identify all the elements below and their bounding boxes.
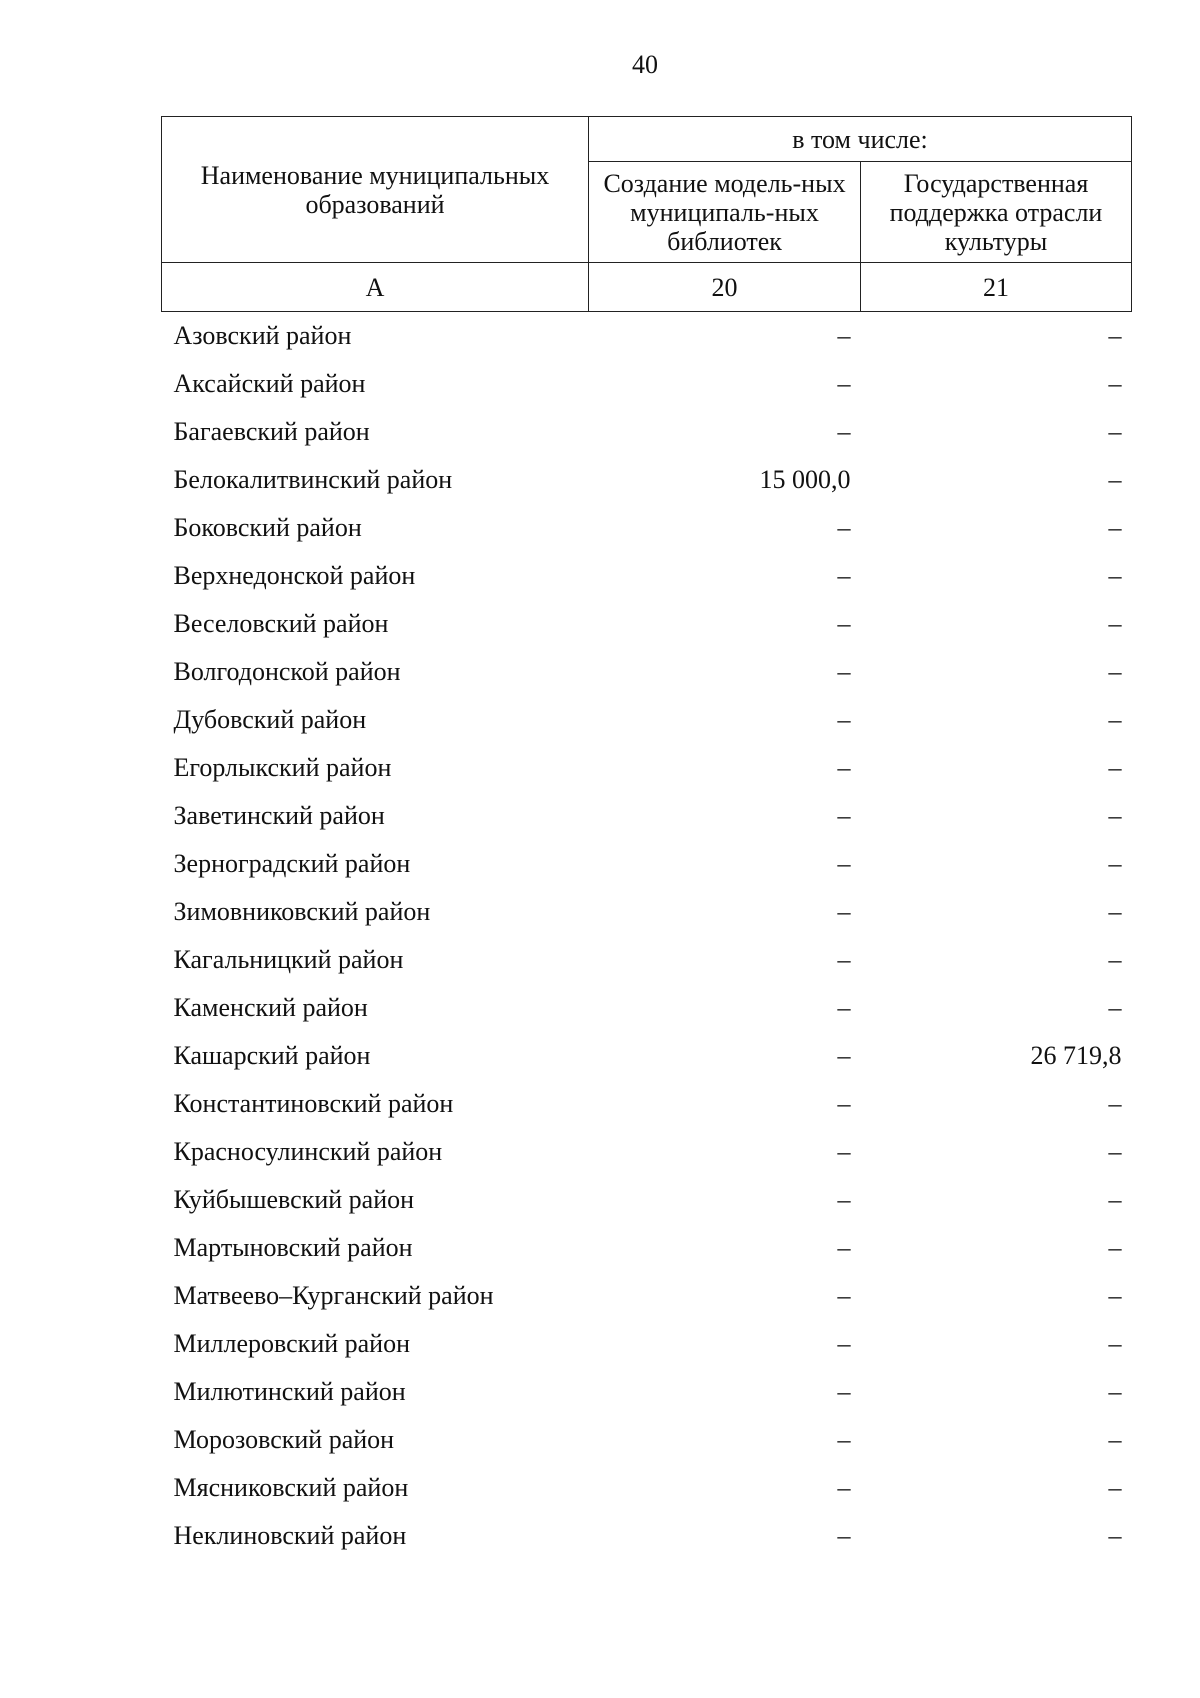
header-num-a: 20 xyxy=(589,263,861,312)
value-cell-a: – xyxy=(837,513,851,542)
value-cell-b: – xyxy=(1108,993,1122,1022)
district-name-cell: Дубовский район xyxy=(173,705,367,734)
value-cell-b: – xyxy=(1108,561,1122,590)
table-row xyxy=(162,504,1132,552)
value-cell-a: – xyxy=(837,753,851,782)
district-name-cell: Егорлыкский район xyxy=(173,753,392,782)
value-cell-b: – xyxy=(1108,465,1122,494)
value-cell-a: – xyxy=(837,609,851,638)
table-row xyxy=(162,1320,1132,1368)
value-cell-b: – xyxy=(1108,321,1122,350)
page-number: 40 xyxy=(632,50,658,79)
table-row xyxy=(162,936,1132,984)
table-body xyxy=(162,312,1132,1561)
district-name-cell: Заветинский район xyxy=(173,801,385,830)
district-name-cell: Верхнедонской район xyxy=(173,561,416,590)
table-row xyxy=(162,1128,1132,1176)
district-name-cell: Каменский район xyxy=(173,993,368,1022)
value-cell-b: – xyxy=(1108,849,1122,878)
district-name-cell: Мясниковский район xyxy=(173,1473,409,1502)
table-row xyxy=(162,1272,1132,1320)
value-cell-a: – xyxy=(837,1425,851,1454)
table-row xyxy=(162,744,1132,792)
header-col-a: Создание модель-ных муниципаль-ных библиотек xyxy=(589,162,861,263)
table-row xyxy=(162,1224,1132,1272)
table-row xyxy=(162,1080,1132,1128)
value-cell-b: – xyxy=(1108,753,1122,782)
value-cell-a: – xyxy=(837,1473,851,1502)
district-name-cell: Неклиновский район xyxy=(173,1521,407,1550)
value-cell-a: – xyxy=(837,897,851,926)
district-name-cell: Мартыновский район xyxy=(173,1233,413,1262)
value-cell-b: – xyxy=(1108,1233,1122,1262)
value-cell-a: – xyxy=(837,321,851,350)
value-cell-a: – xyxy=(837,1329,851,1358)
value-cell-b: 26 719,8 xyxy=(1030,1041,1122,1070)
header-group: в том числе: xyxy=(589,117,1132,162)
table-row xyxy=(162,1464,1132,1512)
value-cell-a: – xyxy=(837,1377,851,1406)
district-name-cell: Морозовский район xyxy=(173,1425,395,1454)
value-cell-b: – xyxy=(1108,1425,1122,1454)
value-cell-a: – xyxy=(837,561,851,590)
table-row xyxy=(162,552,1132,600)
district-name-cell: Миллеровский район xyxy=(173,1329,411,1358)
header-num-b: 21 xyxy=(861,263,1132,312)
value-cell-b: – xyxy=(1108,705,1122,734)
district-name-cell: Константиновский район xyxy=(173,1089,454,1118)
value-cell-b: – xyxy=(1108,1473,1122,1502)
district-name-cell: Боковский район xyxy=(173,513,362,542)
table-row xyxy=(162,984,1132,1032)
district-name-cell: Веселовский район xyxy=(173,609,389,638)
value-cell-b: – xyxy=(1108,897,1122,926)
table-row xyxy=(162,456,1132,504)
district-name-cell: Азовский район xyxy=(173,321,352,350)
table-row xyxy=(162,360,1132,408)
district-name-cell: Багаевский район xyxy=(173,417,370,446)
value-cell-a: – xyxy=(837,945,851,974)
table-row xyxy=(162,696,1132,744)
table-row xyxy=(162,1368,1132,1416)
value-cell-a: – xyxy=(837,705,851,734)
table-row xyxy=(162,840,1132,888)
budget-table xyxy=(161,116,1132,1560)
value-cell-b: – xyxy=(1108,1521,1122,1550)
value-cell-a: – xyxy=(837,801,851,830)
value-cell-a: – xyxy=(837,1041,851,1070)
value-cell-a: – xyxy=(837,417,851,446)
table-row xyxy=(162,1416,1132,1464)
header-num-name: А xyxy=(162,263,589,312)
value-cell-b: – xyxy=(1108,801,1122,830)
value-cell-a: 15 000,0 xyxy=(759,465,851,494)
district-name-cell: Кашарский район xyxy=(173,1041,371,1070)
value-cell-a: – xyxy=(837,1521,851,1550)
value-cell-a: – xyxy=(837,369,851,398)
value-cell-b: – xyxy=(1108,1329,1122,1358)
value-cell-b: – xyxy=(1108,1137,1122,1166)
table-row xyxy=(162,600,1132,648)
table-row xyxy=(162,312,1132,361)
district-name-cell: Матвеево–Курганский район xyxy=(173,1281,494,1310)
district-name-cell: Белокалитвинский район xyxy=(173,465,453,494)
value-cell-b: – xyxy=(1108,369,1122,398)
value-cell-b: – xyxy=(1108,1089,1122,1118)
district-name-cell: Волгодонской район xyxy=(173,657,401,686)
value-cell-a: – xyxy=(837,657,851,686)
table-row xyxy=(162,1512,1132,1560)
value-cell-a: – xyxy=(837,849,851,878)
table-header xyxy=(162,117,1132,312)
value-cell-b: – xyxy=(1108,945,1122,974)
district-name-cell: Зерноградский район xyxy=(173,849,411,878)
value-cell-b: – xyxy=(1108,513,1122,542)
value-cell-a: – xyxy=(837,1185,851,1214)
header-col-b: Государственная поддержка отрасли культуры xyxy=(861,162,1132,263)
value-cell-b: – xyxy=(1108,417,1122,446)
value-cell-a: – xyxy=(837,1137,851,1166)
district-name-cell: Кагальницкий район xyxy=(173,945,404,974)
district-name-cell: Зимовниковский район xyxy=(173,897,431,926)
district-name-cell: Красносулинский район xyxy=(173,1137,443,1166)
district-name-cell: Милютинский район xyxy=(173,1377,406,1406)
value-cell-b: – xyxy=(1108,1281,1122,1310)
value-cell-a: – xyxy=(837,1281,851,1310)
table-row xyxy=(162,888,1132,936)
value-cell-a: – xyxy=(837,993,851,1022)
value-cell-b: – xyxy=(1108,609,1122,638)
header-name-column: Наименование муниципальных образований xyxy=(162,117,589,263)
value-cell-b: – xyxy=(1108,1185,1122,1214)
district-name-cell: Куйбышевский район xyxy=(173,1185,415,1214)
value-cell-a: – xyxy=(837,1089,851,1118)
table-row xyxy=(162,648,1132,696)
value-cell-a: – xyxy=(837,1233,851,1262)
table-row xyxy=(162,408,1132,456)
value-cell-b: – xyxy=(1108,657,1122,686)
district-name-cell: Аксайский район xyxy=(173,369,366,398)
table-row xyxy=(162,1176,1132,1224)
value-cell-b: – xyxy=(1108,1377,1122,1406)
table-row xyxy=(162,1032,1132,1080)
table-row xyxy=(162,792,1132,840)
